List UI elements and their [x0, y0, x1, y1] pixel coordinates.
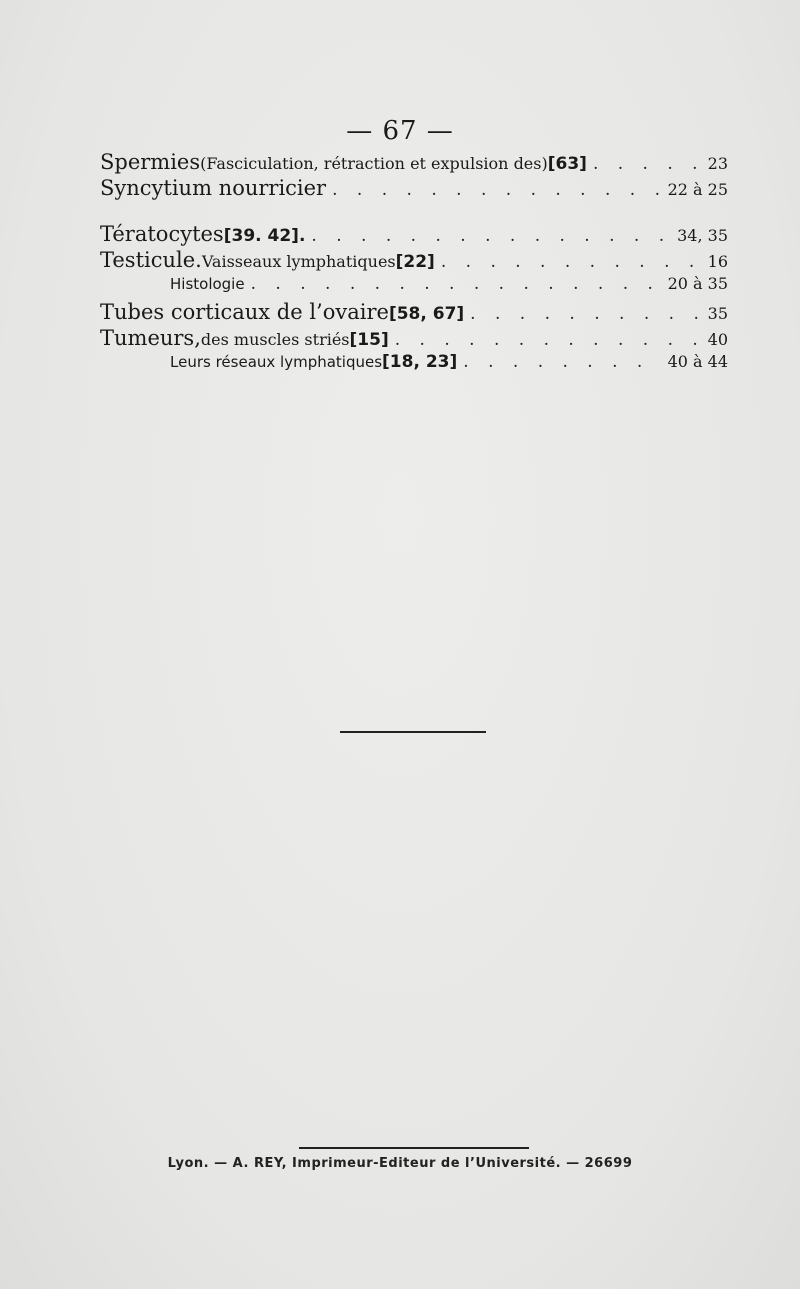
dot-leader — [332, 180, 661, 200]
index-subentry-reseaux-lymphatiques — [100, 352, 728, 378]
entry-refs: [22] — [395, 252, 435, 272]
footer-rule — [299, 1147, 529, 1149]
entry-pages: 16 — [707, 252, 728, 271]
entry-term: Spermies — [100, 150, 201, 174]
index-subentry-histologie — [100, 274, 728, 300]
entry-refs: [18, 23] — [382, 352, 458, 372]
dot-leader — [470, 304, 701, 324]
entry-term: Tératocytes — [100, 222, 224, 246]
entry-refs: [63] — [547, 154, 587, 174]
entry-term: Testicule. — [100, 248, 202, 272]
index-entry-teratocytes — [100, 222, 728, 248]
entry-detail: des muscles striés — [200, 330, 350, 349]
dot-leader — [251, 274, 662, 294]
entry-refs: [58, 67] — [388, 304, 465, 324]
entry-pages: 35 — [707, 304, 728, 323]
printer-imprint: Lyon. — A. REY, Imprimeur-Editeur de l’Université. — 26699 — [167, 1156, 633, 1171]
entry-term: Tubes corticaux de l’ovaire — [100, 300, 389, 324]
dot-leader — [395, 330, 702, 350]
dot-leader — [441, 252, 702, 272]
dot-leader — [311, 226, 671, 246]
index-entry-tumeurs — [100, 326, 728, 352]
entry-term: Syncytium nourricier — [100, 176, 327, 200]
entry-detail: Histologie — [170, 275, 245, 293]
entry-detail: (Fasciculation, rétraction et expulsion des) — [200, 154, 548, 173]
entry-pages: 20 à 35 — [667, 274, 728, 293]
index-entry-syncytium — [100, 176, 728, 202]
section-divider — [340, 731, 486, 733]
index-entries — [100, 150, 728, 378]
index-entry-spermies — [100, 150, 728, 176]
entry-pages: 22 à 25 — [667, 180, 728, 199]
index-entry-tubes-corticaux — [100, 300, 728, 326]
entry-detail: Leurs réseaux lymphatiques — [170, 353, 383, 371]
dot-leader — [463, 352, 661, 372]
index-entry-testicule — [100, 248, 728, 274]
entry-pages: 40 à 44 — [667, 352, 728, 371]
entry-term: Tumeurs, — [100, 326, 201, 350]
page-number: — 67 — — [346, 116, 454, 146]
entry-pages: 23 — [707, 154, 728, 173]
entry-refs: [15] — [349, 330, 389, 350]
entry-pages: 40 — [707, 330, 728, 349]
dot-leader — [593, 154, 702, 174]
entry-detail: Vaisseaux lymphatiques — [201, 252, 396, 271]
entry-refs: [39. 42]. — [223, 226, 306, 246]
entry-pages: 34, 35 — [677, 226, 728, 245]
